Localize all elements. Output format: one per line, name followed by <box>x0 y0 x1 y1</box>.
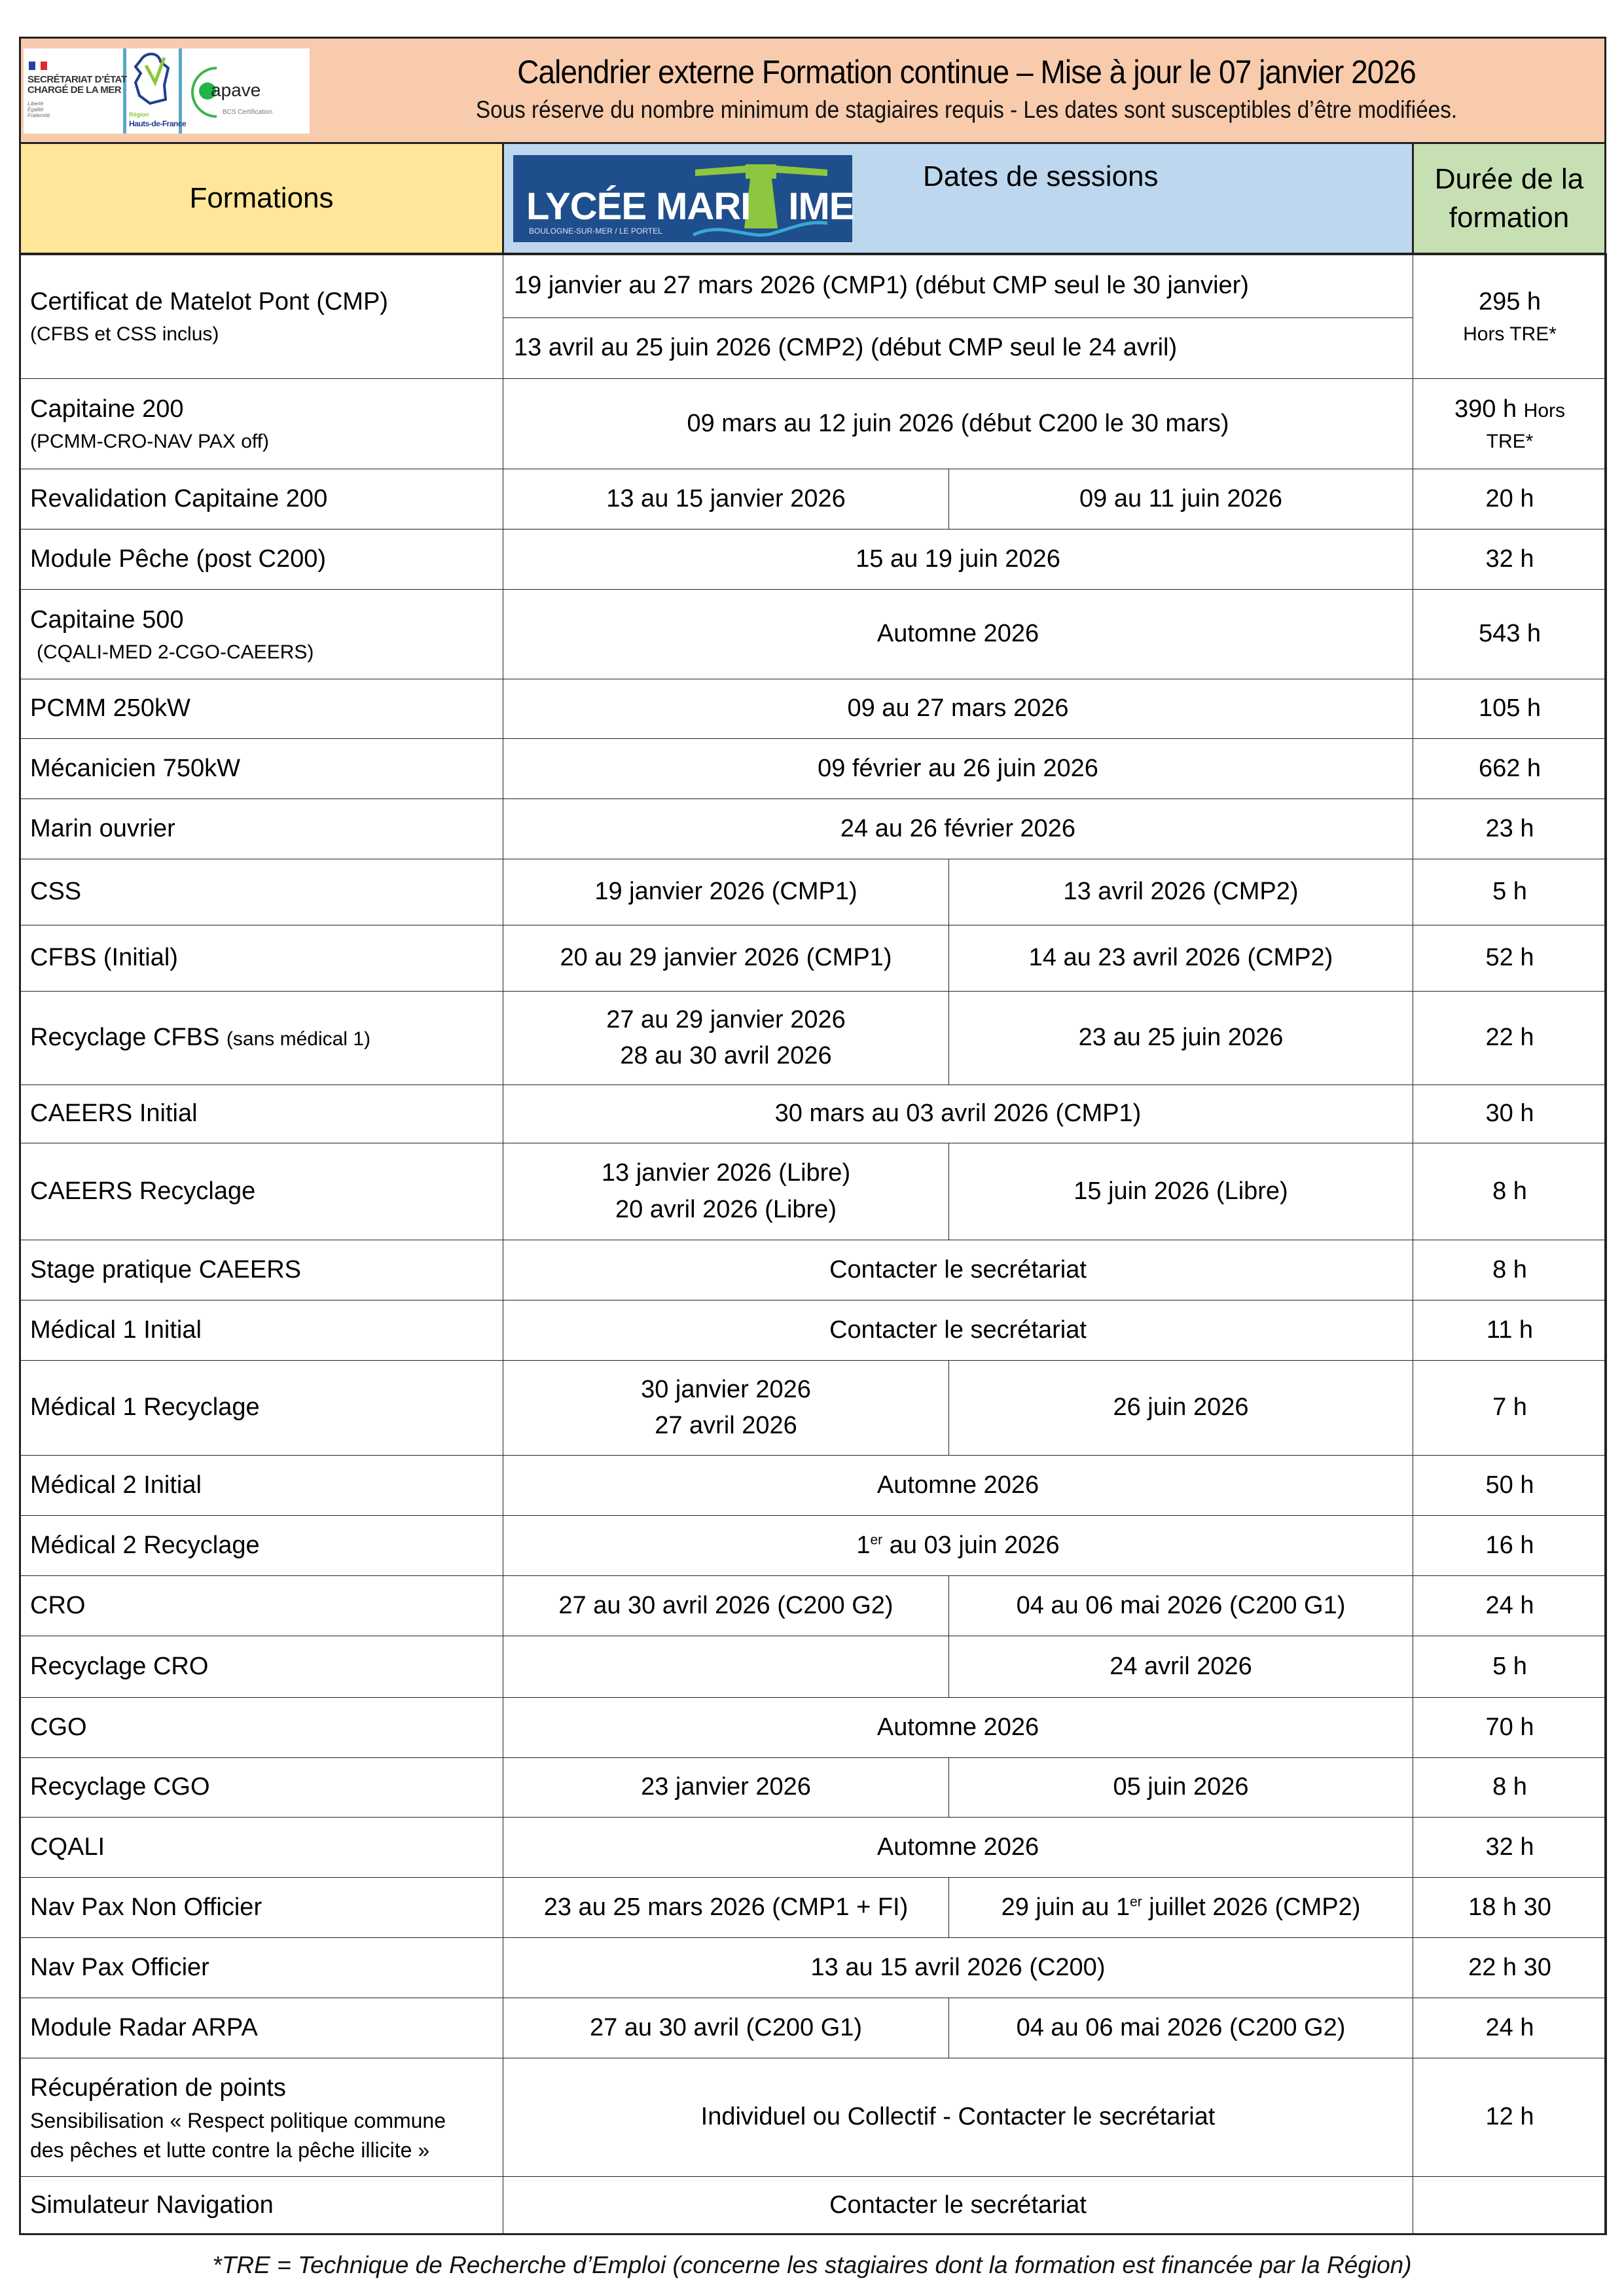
formation-cell <box>19 1143 503 1240</box>
duration-value: 12 h <box>1485 2103 1534 2131</box>
session-dates-cell <box>948 1636 1413 1698</box>
formation-name-text: Simulateur Navigation <box>30 2191 274 2219</box>
session-dates: 13 au 15 janvier 2026 <box>606 484 846 512</box>
session-dates: 09 au 11 juin 2026 <box>1079 484 1282 512</box>
formation-cell <box>19 859 503 925</box>
formation-cell <box>19 925 503 992</box>
session-dates: 14 au 23 avril 2026 (CMP2) <box>1028 944 1333 972</box>
session-dates: 27 au 29 janvier 2026 <box>606 1005 846 1033</box>
formation-cell <box>19 589 503 679</box>
session-dates: 27 au 30 avril (C200 G1) <box>589 2013 863 2041</box>
session-dates: 24 au 26 février 2026 <box>840 814 1076 842</box>
duration-cell <box>1413 1817 1607 1878</box>
duration-value <box>1454 391 1565 427</box>
session-dates-part: juillet 2026 (CMP2) <box>1142 1893 1361 1921</box>
formation-name-text: CAEERS Initial <box>30 1100 198 1128</box>
session-dates: 27 avril 2026 <box>655 1412 797 1439</box>
session-dates-cell <box>503 1636 949 1698</box>
formation-name <box>30 1649 208 1685</box>
session-dates-cell <box>503 1360 949 1456</box>
formation-name <box>30 691 190 726</box>
session-dates-cell <box>503 738 1413 799</box>
session-dates-cell <box>948 991 1413 1085</box>
session-dates <box>1001 1890 1361 1926</box>
column-header-dates <box>502 142 1414 255</box>
session-dates-part: 29 juin au 1 <box>1001 1893 1130 1921</box>
formation-name-text: Médical 1 Recyclage <box>30 1393 260 1422</box>
formation-cell <box>19 1300 503 1361</box>
formation-cell <box>19 1697 503 1758</box>
duration-hours: 390 h <box>1454 395 1517 423</box>
duration-cell <box>1413 1937 1607 1998</box>
duration-note: TRE* <box>1486 431 1534 453</box>
duration-cell <box>1413 1085 1607 1143</box>
formation-subtitle: des pêches et lutte contre la pêche illicite » <box>30 2138 430 2162</box>
formation-cell <box>19 2176 503 2235</box>
duration-cell <box>1413 1300 1607 1361</box>
duration-cell <box>1413 253 1607 379</box>
formation-subtitle: (PCMM-CRO-NAV PAX off) <box>30 431 270 453</box>
duration-value: 32 h <box>1485 545 1534 573</box>
duration-cell <box>1413 1697 1607 1758</box>
formation-subtitle: (CQALI-MED 2-CGO-CAEERS) <box>37 641 314 663</box>
duration-value: 8 h <box>1492 1255 1527 1283</box>
formation-cell <box>19 1636 503 1698</box>
session-dates: 09 février au 26 juin 2026 <box>818 754 1098 782</box>
ordinal-suffix: er <box>1130 1894 1142 1910</box>
session-dates: 23 janvier 2026 <box>641 1773 811 1801</box>
column-header-formations <box>19 142 504 255</box>
session-dates: Automne 2026 <box>876 1833 1039 1861</box>
session-dates: Contacter le secrétariat <box>829 1255 1087 1283</box>
formation-name-text: CFBS (Initial) <box>30 944 178 972</box>
formation-name-text: CRO <box>30 1591 86 1619</box>
formation-cell <box>19 1240 503 1300</box>
page-subtitle: Sous réserve du nombre minimum de stagiaires requis - Les dates sont susceptibles d’être modifiées. <box>475 96 1458 123</box>
partner-logos <box>24 48 310 134</box>
session-dates-cell <box>503 2058 1413 2177</box>
duration-cell <box>1413 1757 1607 1818</box>
formation-cell <box>19 1575 503 1636</box>
formation-name-text: Capitaine 500 <box>30 605 184 634</box>
formation-cell <box>19 1877 503 1938</box>
session-dates: 13 au 15 avril 2026 (C200) <box>810 1953 1106 1981</box>
formation-name-text: Médical 2 Initial <box>30 1471 202 1499</box>
formation-name-text: CSS <box>30 878 82 906</box>
lycee-maritime-logo <box>513 155 852 242</box>
session-dates: 20 avril 2026 (Libre) <box>615 1195 837 1223</box>
session-dates-cell <box>948 925 1413 992</box>
session-dates-cell <box>503 1998 949 2058</box>
session-dates: 19 janvier au 27 mars 2026 (CMP1) (début CMP seul le 30 janvier) <box>514 271 1249 299</box>
duration-cell <box>1413 1455 1607 1516</box>
apave-tagline: BCS Certification <box>223 109 273 116</box>
duration-cell <box>1413 738 1607 799</box>
session-dates-cell <box>503 317 1413 379</box>
formation-cell <box>19 1998 503 2058</box>
duration-cell <box>1413 2176 1607 2235</box>
formation-name-text: Marin ouvrier <box>30 814 175 842</box>
duration-value: 18 h 30 <box>1468 1893 1551 1921</box>
formation-name-text: CQALI <box>30 1833 105 1861</box>
duration-value: 20 h <box>1485 484 1534 512</box>
session-dates-cell <box>948 1575 1413 1636</box>
session-dates-cell <box>503 679 1413 739</box>
duration-cell <box>1413 1877 1607 1938</box>
formation-name <box>30 751 240 787</box>
formation-name <box>30 602 184 638</box>
formation-name <box>30 541 326 577</box>
session-dates: 23 au 25 mars 2026 (CMP1 + FI) <box>543 1893 909 1921</box>
formation-name <box>30 1890 262 1926</box>
duration-cell <box>1413 1636 1607 1698</box>
apave-logo <box>182 48 310 134</box>
formation-cell <box>19 529 503 590</box>
session-dates: 28 au 30 avril 2026 <box>620 1042 832 1069</box>
formation-cell <box>19 469 503 529</box>
duration-cell <box>1413 1240 1607 1300</box>
session-dates-cell <box>503 1515 1413 1576</box>
formation-name <box>30 1769 210 1805</box>
session-dates: 23 au 25 juin 2026 <box>1078 1024 1284 1052</box>
duration-value: 23 h <box>1485 814 1534 842</box>
session-dates-cell <box>503 589 1413 679</box>
motto-2: Égalité <box>27 107 44 113</box>
duration-value: 52 h <box>1485 944 1534 972</box>
column-header-dates-label: Dates de sessions <box>923 160 1159 192</box>
formation-cell <box>19 1360 503 1456</box>
duration-value: 5 h <box>1492 1652 1527 1680</box>
column-header-duration-line1: Durée de la <box>1434 162 1584 195</box>
duration-value: 22 h <box>1485 1024 1534 1052</box>
session-dates-cell <box>948 1998 1413 2058</box>
region-map-icon <box>126 48 179 111</box>
duration-cell <box>1413 469 1607 529</box>
formation-name <box>30 1588 85 1624</box>
duration-cell <box>1413 925 1607 992</box>
formation-name <box>30 874 81 910</box>
formation-name-text: Médical 1 Initial <box>30 1316 202 1344</box>
duration-cell <box>1413 1360 1607 1456</box>
session-dates: 15 au 19 juin 2026 <box>856 545 1060 573</box>
session-dates <box>856 1528 1059 1564</box>
duration-value: 8 h <box>1492 1177 1527 1205</box>
duration-cell <box>1413 859 1607 925</box>
formation-cell <box>19 1757 503 1818</box>
session-dates: 30 mars au 03 avril 2026 (CMP1) <box>774 1100 1142 1128</box>
formation-name <box>30 1950 209 1986</box>
formation-cell <box>19 378 503 469</box>
session-dates-cell <box>948 859 1413 925</box>
session-dates-cell <box>503 378 1413 469</box>
formation-name <box>30 1829 105 1865</box>
formation-cell <box>19 738 503 799</box>
session-dates: 13 avril au 25 juin 2026 (CMP2) (début CMP seul le 24 avril) <box>514 334 1178 362</box>
formation-name-text: Stage pratique CAEERS <box>30 1255 302 1283</box>
region-name: Hauts-de-France <box>129 119 187 128</box>
duration-value: 295 h <box>1478 287 1542 315</box>
duration-cell <box>1413 798 1607 859</box>
session-dates: 24 avril 2026 <box>1110 1652 1252 1680</box>
formation-name <box>30 1096 198 1132</box>
duration-cell <box>1413 1575 1607 1636</box>
formation-name <box>30 2010 258 2046</box>
formation-name <box>30 1467 202 1503</box>
secretariat-logo <box>24 48 127 134</box>
column-header-duration-line2: formation <box>1449 202 1570 234</box>
duration-cell <box>1413 2058 1607 2177</box>
footnote: *TRE = Technique de Recherche d’Emploi (concerne les stagiaires dont la formation est financée par la Région) <box>212 2251 1412 2278</box>
session-dates-cell <box>503 253 1413 318</box>
duration-cell <box>1413 1998 1607 2058</box>
duration-value: 5 h <box>1492 878 1527 906</box>
duration-value: 22 h 30 <box>1468 1953 1551 1981</box>
formation-cell <box>19 991 503 1085</box>
session-dates-cell <box>948 1143 1413 1240</box>
column-header-duration <box>1412 142 1606 255</box>
secretariat-line2: CHARGÉ DE LA MER <box>27 84 122 96</box>
session-dates-cell <box>503 1575 949 1636</box>
formation-name-text: CAEERS Recyclage <box>30 1177 256 1205</box>
duration-value: 50 h <box>1485 1471 1534 1499</box>
formation-name <box>30 284 388 320</box>
duration-note: Hors TRE* <box>1463 323 1557 345</box>
session-dates: 13 avril 2026 (CMP2) <box>1063 878 1299 906</box>
formation-name-text: Recyclage CRO <box>30 1652 209 1680</box>
duration-note: Hors <box>1523 400 1565 422</box>
formation-name <box>30 2070 286 2106</box>
lycee-location: BOULOGNE-SUR-MER / LE PORTEL <box>529 226 662 236</box>
session-dates-cell <box>503 1455 1413 1516</box>
session-dates: 09 au 27 mars 2026 <box>847 694 1069 723</box>
formation-cell <box>19 253 503 379</box>
duration-cell <box>1413 1515 1607 1576</box>
duration-value: 24 h <box>1485 2013 1534 2041</box>
session-dates-cell <box>503 1697 1413 1758</box>
session-dates: 05 juin 2026 <box>1113 1773 1249 1801</box>
formation-name-text: Revalidation Capitaine 200 <box>30 484 328 512</box>
session-dates-cell <box>503 1817 1413 1878</box>
formation-name <box>30 1390 260 1426</box>
duration-value: 662 h <box>1478 754 1542 782</box>
session-dates-cell <box>503 1877 949 1938</box>
session-dates-cell <box>503 1937 1413 1998</box>
session-dates-cell <box>503 859 949 925</box>
formation-name-text: Médical 2 Recyclage <box>30 1531 260 1559</box>
session-dates: 26 juin 2026 <box>1113 1393 1249 1422</box>
duration-cell <box>1413 529 1607 590</box>
formation-name-text: CGO <box>30 1713 87 1741</box>
duration-value: 70 h <box>1485 1713 1534 1741</box>
formation-name-text: Capitaine 200 <box>30 395 184 423</box>
formation-name-note: (sans médical 1) <box>226 1028 370 1050</box>
duration-value: 8 h <box>1492 1773 1527 1801</box>
session-dates: Automne 2026 <box>876 1713 1039 1741</box>
formation-cell <box>19 1937 503 1998</box>
duration-value: 105 h <box>1478 694 1542 723</box>
formation-name <box>30 940 178 976</box>
session-dates: Contacter le secrétariat <box>829 2191 1087 2219</box>
formation-name <box>30 391 184 427</box>
formation-cell <box>19 1515 503 1576</box>
formation-name-text: Nav Pax Officier <box>30 1953 209 1981</box>
formation-name-text: PCMM 250kW <box>30 694 190 723</box>
motto-1: Liberté <box>27 101 44 107</box>
formation-name-text: Récupération de points <box>30 2073 286 2102</box>
formation-name-text: Mécanicien 750kW <box>30 754 241 782</box>
session-dates-cell <box>503 1300 1413 1361</box>
session-dates-cell <box>503 1240 1413 1300</box>
session-dates-cell <box>503 925 949 992</box>
session-dates-cell <box>503 798 1413 859</box>
formation-name-text: Recyclage CFBS <box>30 1024 220 1052</box>
session-dates-cell <box>503 1143 949 1240</box>
formation-cell <box>19 1455 503 1516</box>
region-small: Région <box>129 111 149 118</box>
session-dates-cell <box>948 469 1413 529</box>
region-logo <box>126 48 187 134</box>
session-dates: 15 juin 2026 (Libre) <box>1074 1177 1288 1205</box>
duration-cell <box>1413 679 1607 739</box>
session-dates: 04 au 06 mai 2026 (C200 G1) <box>1016 1591 1346 1619</box>
lycee-name-part1: LYCÉE MARI <box>526 185 751 228</box>
session-dates: 30 janvier 2026 <box>641 1375 811 1403</box>
session-dates: 09 mars au 12 juin 2026 (début C200 le 30 mars) <box>687 409 1229 437</box>
formation-name-text: Module Radar ARPA <box>30 2013 258 2041</box>
formation-name <box>30 1528 260 1564</box>
duration-value: 32 h <box>1485 1833 1534 1861</box>
lycee-name-part2: IME <box>788 185 854 228</box>
session-dates-cell <box>503 529 1413 590</box>
formation-name-text: Recyclage CGO <box>30 1773 210 1801</box>
formation-name <box>30 2187 274 2223</box>
apave-name: apave <box>211 80 261 100</box>
title-band <box>19 37 1606 142</box>
ordinal-suffix: er <box>870 1532 883 1548</box>
formation-subtitle: (CFBS et CSS inclus) <box>30 323 219 345</box>
formation-name <box>30 811 175 847</box>
formation-name-text: Nav Pax Non Officier <box>30 1893 262 1921</box>
formation-name <box>30 1020 370 1056</box>
session-dates: Automne 2026 <box>876 1471 1039 1499</box>
formation-name <box>30 481 327 517</box>
duration-value: 11 h <box>1486 1316 1534 1344</box>
formation-cell <box>19 798 503 859</box>
session-dates: 13 janvier 2026 (Libre) <box>601 1159 851 1187</box>
formation-cell <box>19 679 503 739</box>
session-dates: 27 au 30 avril 2026 (C200 G2) <box>558 1591 893 1619</box>
column-header-formations-label: Formations <box>189 182 334 215</box>
session-dates: Individuel ou Collectif - Contacter le secrétariat <box>700 2103 1216 2131</box>
duration-value: 30 h <box>1485 1100 1534 1128</box>
session-dates: 04 au 06 mai 2026 (C200 G2) <box>1016 2013 1346 2041</box>
session-dates-cell <box>948 1877 1413 1938</box>
session-dates-cell <box>503 1757 949 1818</box>
formation-name-text: Module Pêche (post C200) <box>30 545 327 573</box>
duration-value: 543 h <box>1478 620 1542 648</box>
duration-value: 24 h <box>1485 1591 1534 1619</box>
session-dates-cell <box>503 2176 1413 2235</box>
session-dates-cell <box>948 1757 1413 1818</box>
duration-value: 7 h <box>1492 1393 1527 1422</box>
secretariat-line1: SECRÉTARIAT D’ÉTAT <box>27 74 127 85</box>
session-dates-cell <box>948 1360 1413 1456</box>
formation-name <box>30 1312 202 1348</box>
session-dates-cell <box>503 1085 1413 1143</box>
formation-cell <box>19 2058 503 2177</box>
formation-name <box>30 1174 255 1210</box>
session-dates-cell <box>503 469 949 529</box>
session-dates: 20 au 29 janvier 2026 (CMP1) <box>560 944 892 972</box>
session-dates-part: 1 <box>856 1531 871 1559</box>
formation-cell <box>19 1817 503 1878</box>
session-dates: 19 janvier 2026 (CMP1) <box>594 878 857 906</box>
formation-name <box>30 1710 87 1746</box>
motto-3: Fraternité <box>27 113 50 119</box>
session-dates-part: au 03 juin 2026 <box>882 1531 1060 1559</box>
session-dates: Contacter le secrétariat <box>829 1316 1087 1344</box>
formation-cell <box>19 1085 503 1143</box>
duration-cell <box>1413 378 1607 469</box>
formation-name-text: Certificat de Matelot Pont (CMP) <box>30 287 388 315</box>
session-dates: Automne 2026 <box>876 620 1039 648</box>
formation-subtitle: Sensibilisation « Respect politique commune <box>30 2108 446 2132</box>
formation-name <box>30 1252 301 1288</box>
session-dates-cell <box>503 991 949 1085</box>
page-title: Calendrier externe Formation continue – Mise à jour le 07 janvier 2026 <box>517 54 1416 90</box>
duration-cell <box>1413 991 1607 1085</box>
duration-value: 16 h <box>1485 1531 1534 1559</box>
duration-cell <box>1413 1143 1607 1240</box>
duration-cell <box>1413 589 1607 679</box>
